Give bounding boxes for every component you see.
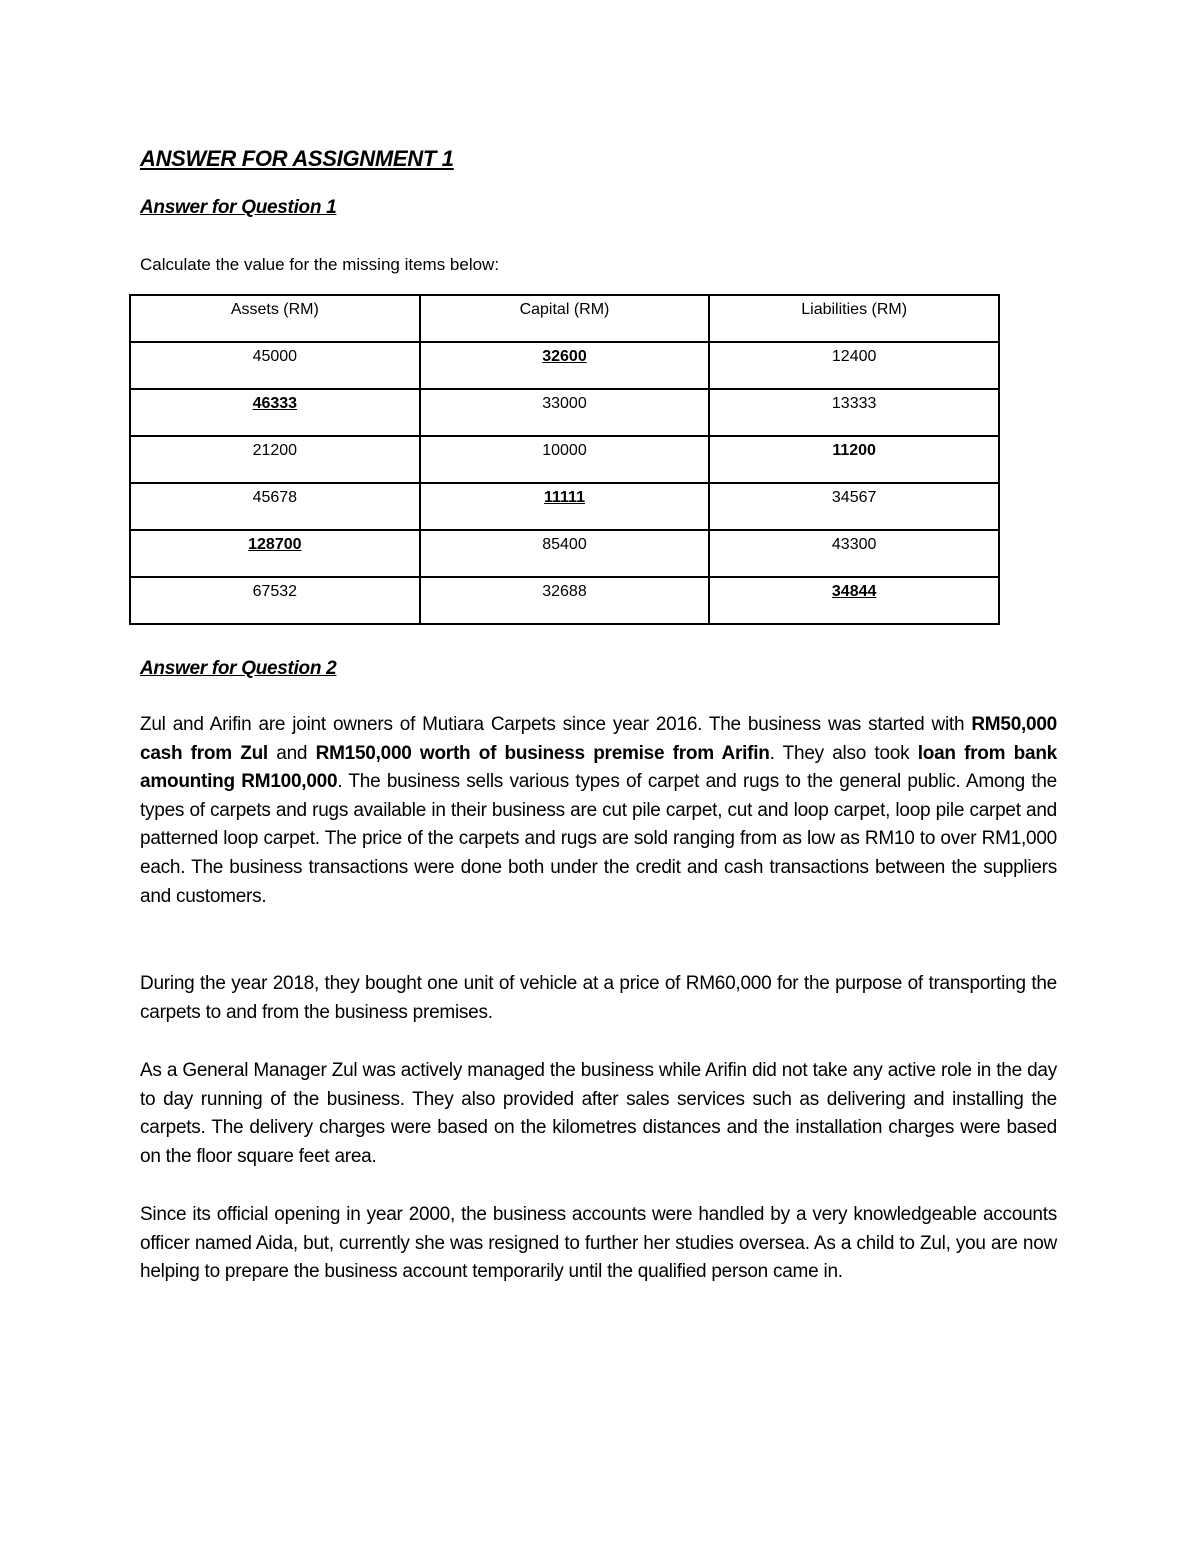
- given-value: 85400: [542, 536, 587, 553]
- table-cell: [420, 530, 710, 577]
- table-header-cell: Assets (RM): [130, 295, 420, 342]
- question2-paragraph-1: [140, 711, 1057, 911]
- table-row: [130, 530, 999, 577]
- table-cell: [420, 577, 710, 624]
- table-row: [130, 436, 999, 483]
- question1-heading: Answer for Question 1: [140, 197, 337, 218]
- given-value: 67532: [252, 583, 298, 600]
- answer-value: 11111: [544, 489, 585, 506]
- document-title: ANSWER FOR ASSIGNMENT 1: [140, 146, 454, 171]
- answer-value: 34844: [831, 583, 877, 600]
- table-cell: [420, 436, 710, 483]
- answer-value: 11200: [832, 442, 876, 459]
- table-cell: [709, 342, 999, 389]
- given-value: 43300: [831, 536, 877, 553]
- table-cell: [709, 530, 999, 577]
- given-value: 33000: [542, 395, 587, 412]
- given-value: 12400: [831, 348, 877, 365]
- question2-paragraph-4: Since its official opening in year 2000, the business accounts were handled by a very knowledgeable accounts officer named Aida, but, currently she was resigned to further her studies oversea. As a child to Zul, you are now helping to prepare the business account temporarily until the qualified person came in.: [140, 1204, 1057, 1283]
- table-row: [130, 389, 999, 436]
- question2-paragraph-2: During the year 2018, they bought one unit of vehicle at a price of RM60,000 for the purpose of transporting the carpets to and from the business premises.: [140, 973, 1057, 1023]
- table-header-row: [130, 295, 999, 342]
- table-cell: [130, 483, 420, 530]
- table-header-cell: Liabilities (RM): [709, 295, 999, 342]
- text-run: . They also took: [769, 742, 918, 764]
- given-value: 32688: [542, 583, 587, 600]
- bold-run: RM150,000 worth of business premise from Arifin: [315, 742, 770, 764]
- table-cell: [420, 483, 710, 530]
- table-cell: [420, 389, 710, 436]
- bold-run: RM50,000 cash from Zul: [140, 714, 1057, 764]
- table-cell: [420, 342, 710, 389]
- given-value: 34567: [831, 489, 877, 506]
- table-header-cell: Capital (RM): [420, 295, 710, 342]
- table-cell: [130, 530, 420, 577]
- given-value: 21200: [252, 442, 298, 459]
- question1-instruction: Calculate the value for the missing items below:: [140, 255, 500, 274]
- table-cell: [709, 483, 999, 530]
- bold-run: loan from bank amounting RM100,000: [140, 742, 1057, 793]
- table-cell: [709, 389, 999, 436]
- table-cell: [130, 342, 420, 389]
- table-cell: [709, 436, 999, 483]
- given-value: 13333: [831, 395, 877, 412]
- table-row: [130, 577, 999, 624]
- answer-value: 32600: [542, 348, 587, 365]
- table-cell: [130, 389, 420, 436]
- table-cell: [130, 577, 420, 624]
- question2-paragraph-3: As a General Manager Zul was actively managed the business while Arifin did not take any active role in the day to day running of the business. They also provided after sales services such as delivering and installing the carpets. The delivery charges were based on the kilometres distances and the installation charges were based on the floor square feet area.: [140, 1060, 1057, 1167]
- table-row: [130, 342, 999, 389]
- text-run: Zul and Arifin are joint owners of Mutiara Carpets since year 2016. The business was started with: [140, 714, 972, 735]
- table-cell: [709, 577, 999, 624]
- table-cell: [130, 436, 420, 483]
- question2-heading: Answer for Question 2: [140, 658, 337, 679]
- answer-value: 46333: [252, 395, 298, 412]
- given-value: 45678: [252, 489, 298, 506]
- text-run: and: [267, 742, 316, 764]
- text-run: . The business sells various types of carpet and rugs to the general public. Among the types of carpets and rugs available in their business are cut pile carpet, cut and loop carpet, loop pile carpet and patterned loop carpet. The price of the carpets and rugs are sold ranging from as low as RM10 to over RM1,000 each. The business transactions were done both under the credit and cash transactions between the suppliers and customers.: [140, 771, 1057, 907]
- given-value: 45000: [252, 348, 298, 365]
- given-value: 10000: [542, 442, 587, 459]
- answer-value: 128700: [248, 536, 302, 553]
- answer-table: [129, 294, 1000, 625]
- table-row: [130, 483, 999, 530]
